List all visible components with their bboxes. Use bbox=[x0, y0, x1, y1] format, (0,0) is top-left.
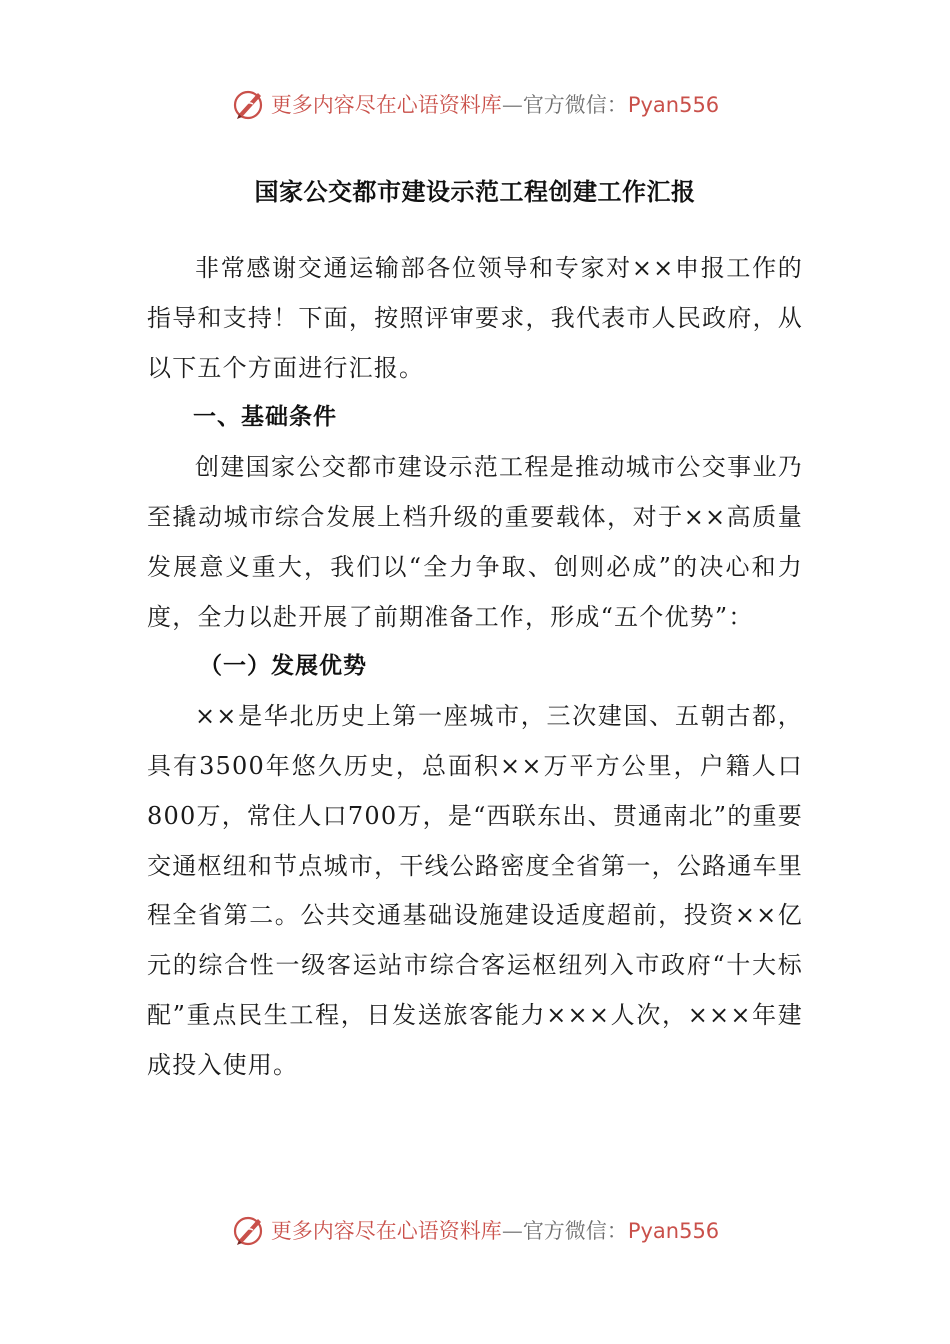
banner-site-name: 更多内容尽在心语资料库 bbox=[270, 93, 502, 117]
banner-wechat-label: 官方微信： bbox=[522, 93, 628, 117]
banner-text bbox=[271, 89, 719, 119]
page-title: 国家公交都市建设示范工程创建工作汇报 bbox=[254, 178, 696, 206]
document-body bbox=[147, 244, 803, 1091]
banner-wechat-id: Pyan556 bbox=[627, 93, 720, 117]
banner-text bbox=[271, 1215, 719, 1245]
subsection-heading-development-advantage: （一）发展优势 bbox=[199, 653, 367, 680]
banner-wechat-label: 官方微信： bbox=[522, 1219, 628, 1243]
pen-logo-icon bbox=[231, 1212, 267, 1248]
section-paragraph: 创建国家公交都市建设示范工程是推动城市公交事业乃至撬动城市综合发展上档升级的重要载体，对于××高质量发展意义重大，我们以“全力争取、创则必成”的决心和力度，全力以赴开展了前期准备工作，形成“五个优势”： bbox=[147, 453, 803, 631]
intro-paragraph: 非常感谢交通运输部各位领导和专家对××申报工作的指导和支持！下面，按照评审要求，我代表市人民政府，从以下五个方面进行汇报。 bbox=[147, 254, 803, 382]
banner-site-name: 更多内容尽在心语资料库 bbox=[270, 1219, 502, 1243]
banner-wechat-id: Pyan556 bbox=[627, 1219, 720, 1243]
footer-banner bbox=[0, 1208, 950, 1252]
banner-dash: — bbox=[501, 93, 523, 117]
banner-dash: — bbox=[501, 1219, 523, 1243]
section-heading-basic-conditions: 一、基础条件 bbox=[193, 404, 337, 431]
subsection-paragraph: ××是华北历史上第一座城市，三次建国、五朝古都，具有3500年悠久历史，总面积××万平方公里，户籍人口800万，常住人口700万，是“西联东出、贯通南北”的重要交通枢纽和节点城市，干线公路密度全省第一，公路通车里程全省第二。公共交通基础设施建设适度超前，投资××亿元的综合性一级客运站市综合客运枢纽列入市政府“十大标配”重点民生工程，日发送旅客能力×××人次，×××年建成投入使用。 bbox=[147, 702, 803, 1079]
pen-logo-icon bbox=[231, 86, 267, 122]
header-banner bbox=[0, 82, 950, 126]
